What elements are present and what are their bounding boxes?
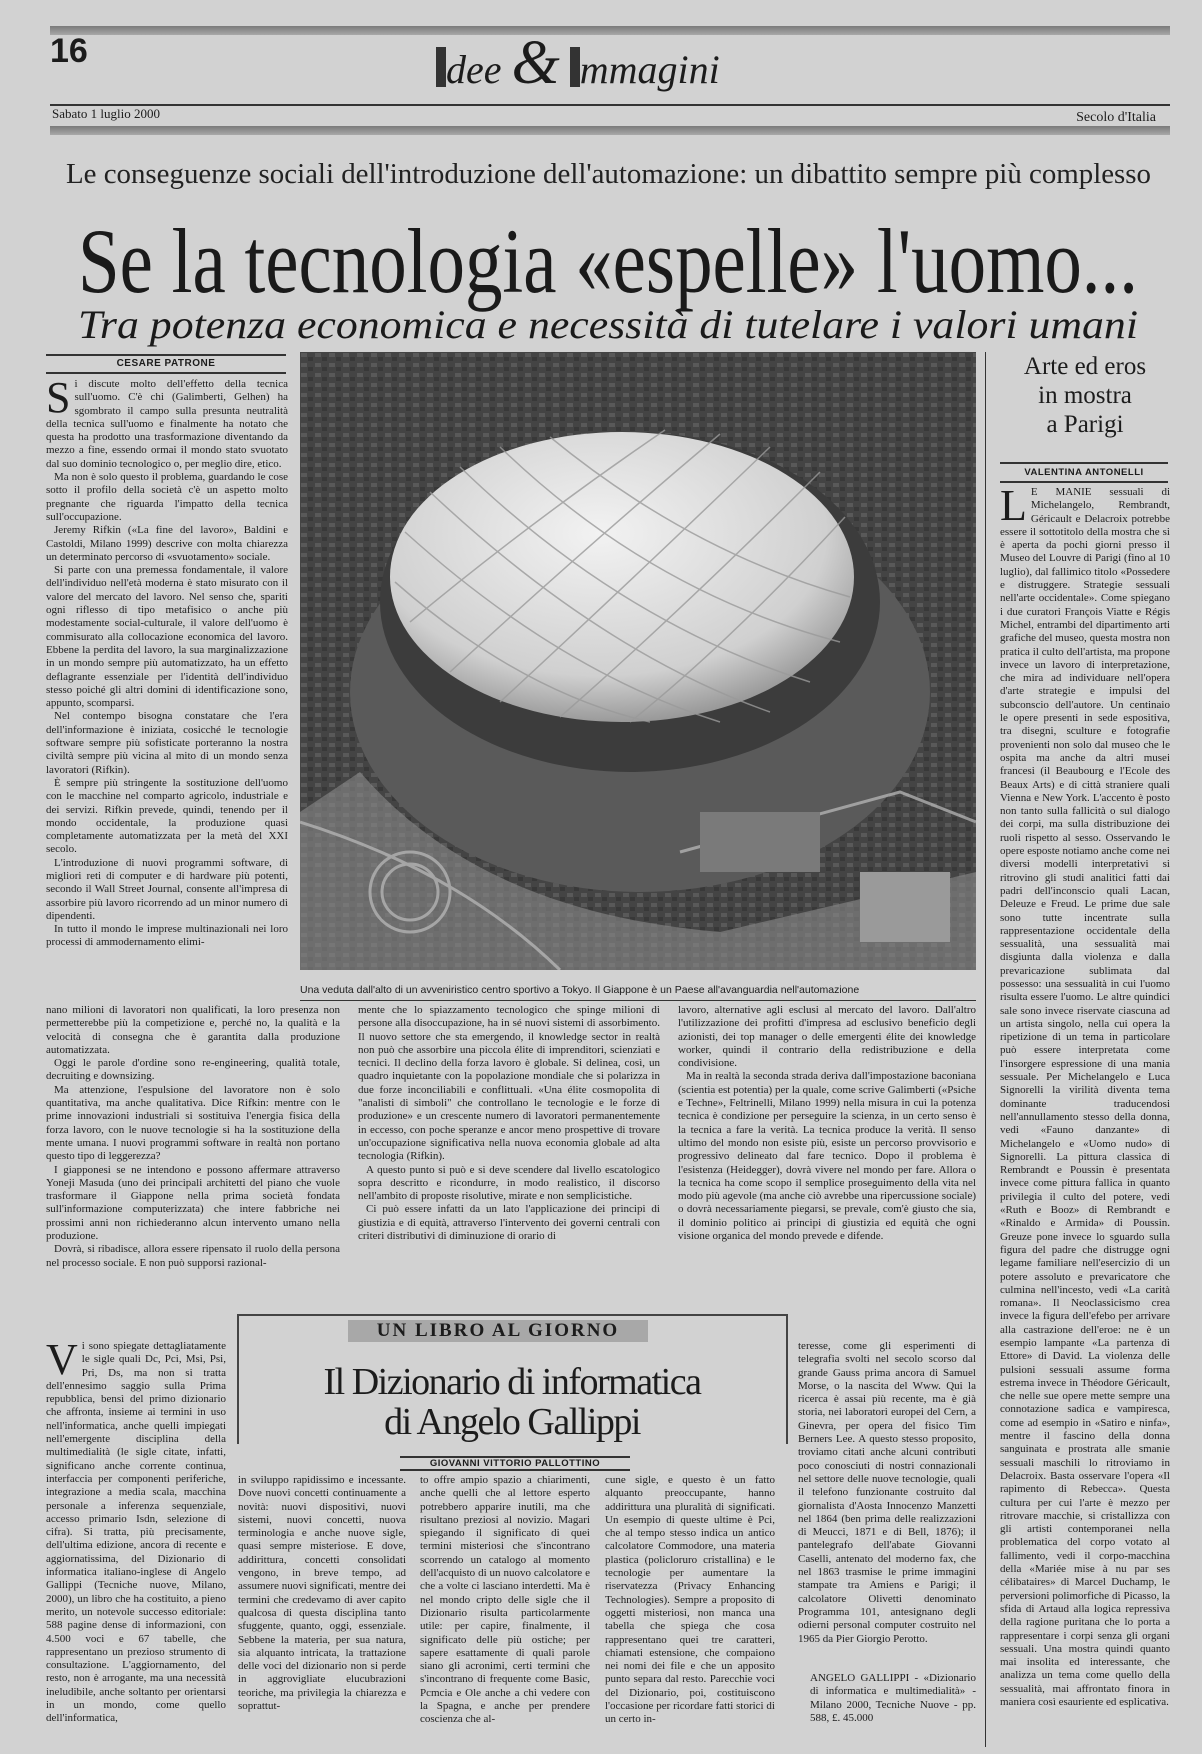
paragraph: cune sigle, e questo è un fatto alquanto preoccupante, hanno addirittura una pluralità di significati. Un esempio di queste ultime è Pci, che al tempo stesso indica un antico calcolatore Commodore, una materia plastica (policloruro cristallina) e le tecnologie per aumentare la riservatezza (Privacy Enhancing Technologies). Sempre a proposito di oggetti misteriosi, non manca una tabella che spiega che cosa rappresentano quei tre caratteri, chiamati estensione, che compaiono nei nomi dei file e che un apposito punto separa dal resto. Parecchie voci del Dizionario, poi, costituiscono l'occasione per ricordare fatti storici di un certo in- <box>605 1474 775 1726</box>
main-article-col3 <box>678 1004 976 1272</box>
main-article-col1-bottom <box>46 1004 340 1272</box>
book-title-line2: di Angelo Gallippi <box>384 1401 640 1443</box>
paragraph: Ci può essere infatti da un lato l'applicazione dei principi di giustizia e di equità, attraverso l'intervento dei governi centrali con criteri distributivi di diminuzione di orario di <box>358 1203 660 1243</box>
drop-cap: V <box>46 1340 78 1384</box>
headline: Se la tecnologia «espelle» l'uomo... <box>78 210 1138 312</box>
main-article-col1-top <box>46 378 288 978</box>
book-col3 <box>420 1474 590 1748</box>
drop-cap: S <box>46 378 71 422</box>
paragraph: Ma attenzione, l'espulsione del lavoratore non è solo quantitativa, ma anche qualitativa. Dice Rifkin: mentre con le prime innovazioni industriali si sostituiva l'energia fisica della forza lavoro, con le nuove tecnologie si ha la sostituzione della mente umana. I nuovi programmi software in realtà non portano questo tipo di leggerezza? <box>46 1083 340 1163</box>
book-author-byline: GIOVANNI VITTORIO PALLOTTINO <box>400 1456 630 1471</box>
paragraph: to offre ampio spazio a chiarimenti, anche quelli che al lettore esperto potrebbero apparire inutili, ma che risultano preziosi al novizio. Magari spiegando il significato di quei termini misteriosi che s'incontrano scorrendo un catalogo al momento dell'acquisto di un nuovo calcolatore e che a volte ci lasciano interdetti. Ma è nel mondo cripto delle sigle che il Dizionario risulta particolarmente utile: per capire, finalmente, il significato delle più ostiche; per sapere esattamente di quali parole siano gli acronimi, certi termini che s'incontrano di frequente come Basic, Pcmcia e Ole anche a chi vedere con la Spagna, e anche per prendere coscienza che al- <box>420 1474 590 1726</box>
side-headline-line3: a Parigi <box>1046 411 1124 438</box>
paragraph: A questo punto si può e si deve scendere dal livello escatologico sopra descritto e ricondurre, in modo realistico, il discorso nell'ambito di proposte risolutive, mirate e non semplicistiche. <box>358 1163 660 1203</box>
book-col1 <box>46 1340 226 1748</box>
side-headline-line2: in mostra <box>1038 382 1132 409</box>
paragraph: lavoro, alternative agli esclusi al mercato del lavoro. Dall'altro l'utilizzazione dei profitti d'impresa ad esclusivo beneficio degli azionisti, dei top manager o delle emergenti élite dei knowledge worker, quindi il contrario della redistribuzione e della condivisione. <box>678 1004 976 1070</box>
page-number: 16 <box>50 32 88 70</box>
side-headline <box>995 352 1175 439</box>
book-col5 <box>798 1340 976 1650</box>
paragraph: L'introduzione di nuovi programmi software, di migliori reti di computer e di hardware più potenti, secondo il Wall Street Journal, consente all'impresa di assorbire più lavoro ricorrendo ad un minor numero di dipendenti. <box>46 856 288 922</box>
book-title <box>240 1362 784 1442</box>
subheadline: Tra potenza economica e necessità di tutelare i valori umani <box>78 302 1138 347</box>
book-rubric: UN LIBRO AL GIORNO <box>348 1320 648 1342</box>
paragraph: teresse, come gli esperimenti di telegrafia svolti nel secolo scorso dal grande Gauss prima ancora di Samuel Morse, o la nascita del Www. Qui la ricerca è assai più recente, ma è già storia, nei laboratori europei del Cern, a Ginevra, per opera del fisico Tim Berners Lee. A questo stesso proposito, troviamo citati anche alcuni contributi poco conosciuti di nostri connazionali nel settore delle nuove tecnologie, quali il telefono funzionante costruito dal giornalista d'Aosta Innocenzo Manzetti nel 1864 (ben prima delle realizzazioni di Meucci, 1871 e di Bell, 1876); il pantelegrafo dell'abate Giovanni Caselli, antenato del moderno fax, che nel 1863 trasmise le prime immagini stampate tra Amiens e Parigi; il calcolatore Olivetti denominato Programma 101, antesignano degli odierni personal computer costruito nel 1965 da Pier Giorgio Perotto. <box>798 1340 976 1645</box>
column-divider <box>985 352 986 1747</box>
paragraph: nano milioni di lavoratori non qualificati, la loro presenza non permetterebbe più la competizione e, perché no, la qualità e la velocità di consegna che è garantita dalla produzione automatizzata. <box>46 1004 340 1056</box>
section-title-bar-i2 <box>570 47 580 87</box>
paragraph: mente che lo spiazzamento tecnologico che spinge milioni di persone alla disoccupazione, ha in sé nuovi sistemi di assorbimento. Il nuovo settore che sta emergendo, il knowledge sector in realtà non può che assorbire una piccola élite di imprenditori, scienziati e tecnici. Il declino della forza lavoro è globale. Si delinea, così, un quadro inquietante con la popolazione mondiale che si polarizza in due forze inconciliabili e conflittuali. «Una élite cosmopolita di "analisti di simboli" che controllano le tecnologie e le forze di produzione» e un crescente numero di lavoratori permanentemente in eccesso, con poche speranze e ancor meno prospettive di trovare un'occupazione significativa nella nuova economia globale ad alta tecnologia (Rifkin). <box>358 1004 660 1163</box>
book-col2 <box>238 1474 406 1748</box>
side-byline-rule-top <box>1000 462 1168 464</box>
paragraph: Nel contempo bisogna constatare che l'era dell'informazione è iniziata, cosicché le tecnologie software sempre più sofisticate porteranno la nostra civiltà sempre più vicina al mito di un mondo senza lavoratori (Rifkin). <box>46 710 288 776</box>
kicker: Le conseguenze sociali dell'introduzione dell'automazione: un dibattito sempre più complesso <box>66 158 1151 190</box>
side-author-byline: VALENTINA ANTONELLI <box>1024 467 1144 478</box>
stadium-aerial-photo <box>300 352 976 970</box>
paragraph: E MANIE sessuali di Michelangelo, Rembrandt, Géricault e Delacroix potrebbe essere il sottotitolo della mostra che si è aperta da pochi giorni presso il Museo del Louvre di Parigi (fino al 10 luglio), dal fallimico titolo «Possedere e distruggere. Strategie sessuali nell'arte occidentale». Come spiegano i due curatori François Viatte e Régis Michel, entrambi del dipartimento arti grafiche del museo, questa mostra non pratica il culto dell'artista, ma propone invece un lavoro di interpretazione, che mira ad individuare nell'opera d'arte strategie e impulsi del subconscio dell'autore. Un centinaio le opere presenti in sede espositiva, tra disegni, sculture e fotografie provenienti non solo dal museo che le ospita ma anche da altri musei francesi (il Beaubourg e l'Ecole des Beaux Arts) e di città straniere quali Vienna e New York. L'accento è posto non tanto sulla fallicità o sul dialogo dei corpi, ma sulla distribuzione dei ruoli rispetto al sesso. Osservando le opere esposte notiamo anche come nei diversi modelli interpretativi si ritrovino gli studi analitici fatti dai padri dell'inconscio quali Lacan, Deleuze e Freud. Le prime due sale sono tutte incentrate sulla rappresentazione occidentale della sessualità, una sessualità mai disgiunta dalla violenza e dalla prevaricazione sublimata dal possesso: una sessualità in cui l'uomo risulta essere l'uomo. Le altre quindici sale sono invece riservate ciascuna ad un artista singolo, nella cui opera la ripetizione di un tema in particolare può essere interpretata come l'insorgere espressione di una mania sessuale. Per Michelangelo e Luca Signorelli la virilità diventa tema dominante traducendosi nell'annullamento stesso della donna, vedi «Fauno danzante» di Michelangelo e «Uomo nudo» di Signorelli. La pittura classica di Rembrandt e Poussin è presentata invece come pittura fallica in quanto privilegia il culto del potere, vedi «Ruth e Booz» di Rembrandt e «Rinaldo e Armida» di Poussin. Greuze pone invece lo sguardo sulla figura del padre che distrugge ogni legame familiare nell'esercizio di un potere assoluto e prevaricatore che culmina nell'incesto, vedi «La carità romana». Il Neoclassicismo crea invece la figura dell'efebo per arrivare alla castrazione dell'eroe: ne è un esempio lampante «La partenza di Ettore» di David. La violenza delle pulsioni sessuali assume forma estrema invece in Théodore Géricault, che nelle sue opere mette sempre una connotazione sadica e vampiresca, come ad esempio in «Satiro e ninfa», mentre il fascino della donna sanguinata e prostrata alle smanie sessuali maschili lo ritroviamo in Delacroix. Basta osservare l'opera «Il rapimento di Rebecca». Questa cultura per cui l'arte è mezzo per ritrovare macchie, si cristallizza con gli artisti contemporanei nella problematica del corpo votato al fallimento, vedi il corpo-macchina della «Mariée mise à nu par ses célibataires» di Marcel Duchamp, le perversioni polimorfiche di Picasso, la sfida di Artaud alla logica repressiva della ragione puritana che lo porta a rappresentare i corpi senza gli organi sessuali. Una mostra quindi quanto mai insolita ed interessante, che analizza un tema come quello della sessualità, mai affrontato finora in maniera così esauriente ed esplicativa. <box>1000 486 1170 1709</box>
paragraph: È sempre più stringente la sostituzione dell'uomo con le macchine nel comparto agricolo, industriale e dei servizi. Rifkin prevede, quindi, tenendo per il mondo occidentale, la produzione quasi completamente automatizzata per la metà del XXI secolo. <box>46 776 288 856</box>
paragraph: I giapponesi se ne intendono e possono affermare attraverso Yoneji Masuda (uno dei principali architetti del piano che vuole trasformare il Giappone nella prima società fondata sull'informazione computerizzata) che intere fabbriche nei prossimi anni non richiederanno alcun intervento umano nella produzione. <box>46 1163 340 1243</box>
byline-rule-top <box>46 354 286 356</box>
side-byline-rule-bottom <box>1000 481 1168 483</box>
paragraph: Dovrà, si ribadisce, allora essere ripensato il ruolo della persona nel processo sociale. E non può supporsi razional- <box>46 1243 340 1269</box>
book-col4 <box>605 1474 775 1748</box>
book-title-line1: Il Dizionario di informatica <box>323 1361 701 1403</box>
paragraph: In tutto il mondo le imprese multinazionali nei loro processi di ammodernamento elimi- <box>46 923 288 949</box>
issue-date: Sabato 1 luglio 2000 <box>52 106 160 121</box>
section-title-part1: dee <box>446 47 502 92</box>
paragraph: Oggi le parole d'ordine sono re-engineering, qualità totale, decruiting e downsizing. <box>46 1057 340 1083</box>
paragraph: in sviluppo rapidissimo e incessante. Dove nuovi concetti continuamente a novità: nuovi dispositivi, nuovi sistemi, nuovi concetti, nuova terminologia e anche nuove sigle, quasi sempre misteriose. E dove, addirittura, concetti consolidati vengono, in breve tempo, ad assumere nuovi significati, mentre dei termini che credevamo di aver capito qualcosa di questa disciplina tanto sfuggente, quanto, oggi, essenziale. Sebbene la materia, per sua natura, sia alquanto intricata, la trattazione delle voci del dizionario non si perde in aggrovigliate elucubrazioni teoriche, ma privilegia la chiarezza e soprattut- <box>238 1474 406 1713</box>
caption-rule <box>300 1000 976 1001</box>
section-title-bar-i <box>436 47 446 87</box>
main-article-col2 <box>358 1004 660 1272</box>
side-headline-line1: Arte ed eros <box>1023 353 1147 380</box>
paragraph: i discute molto dell'effetto della tecnica sull'uomo. C'è chi (Galimberti, Gelhen) ha sgombrato il campo sulla presunta neutralità della tecnica sull'uomo e finalmente ha notato che questa ha prodotto una trasformazione diventando da mezzo a fine, essendo ormai il mondo stato svuotato dal suo dominio tecnologico o, per meglio dire, etico. <box>46 378 288 470</box>
masthead-bottom-bar <box>50 126 1170 135</box>
section-title-part2: mmagini <box>579 47 720 92</box>
paragraph: Jeremy Rifkin («La fine del lavoro», Baldini e Castoldi, Milano 1999) descrive con molta chiarezza un determinato percorso di «svuotamento» sociale. <box>46 524 288 563</box>
paragraph: i sono spiegate dettagliatamente le sigle quali Dc, Pci, Msi, Psi, Pri, Ds, ma non si tratta dell'ennesimo saggio sulla Prima repubblica, bensì del primo dizionario che affronta, insieme ai termini in uso nell'informatica, anche quelli impiegati nell'emergente disciplina della multimedialità (le sigle citate, infatti, significano anche corrente continua, interfaccia per componenti periferiche, integrazione a media scala, macchina personale a inferenza sequenziale, accesso primario Isdn, selezione di cifra). Si tratta, più precisamente, dell'ultima edizione, ancora di recente e aggiornatissima, del Dizionario di informatica italiano-inglese di Angelo Gallippi (Tecniche nuove, Milano, 2000), un libro che ha costituito, a pieno merito, un notevole successo editoriale: 588 pagine dense di informazioni, con 4.500 voci e 67 tabelle, che rappresentano un prezioso strumento di consultazione. L'aggiornamento, del resto, non è arrogante, ma una necessità ineludibile, anche soltanto per orientarsi in un mondo, come quello dell'informatica, <box>46 1340 226 1725</box>
author-byline: CESARE PATRONE <box>116 358 216 369</box>
paragraph: Ma non è solo questo il problema, guardando le cose sotto il profilo della società c'è un aspetto molto pregnante che riguarda l'impatto della tecnica sull'occupazione. <box>46 471 288 523</box>
side-article-body <box>1000 486 1170 1748</box>
book-info: ANGELO GALLIPPI - «Dizionario di informatica e multimedialità» - Milano 2000, Tecniche Nuove - pp. 588, £. 45.000 <box>810 1672 976 1724</box>
photo-caption: Una veduta dall'alto di un avveniristico centro sportivo a Tokyo. Il Giappone è un Paese all'avanguardia nell'automazione <box>300 984 860 996</box>
paragraph: Ma in realtà la seconda strada deriva dall'impostazione baconiana (scientia est potentia) per la quale, come scrive Galimberti («Psiche e Techne», Feltrinelli, Milano 1999) nella misura in cui la potenza tecnica è condizione per perseguire la scienza, in un certo senso è la tecnica a fare la verità. La tecnica produce la verità. Il senso ultimo del mondo non esiste più, esiste un percorso provvisorio e progressivo delineato dal fare tecnico. Dopo il problema è l'esistenza (Heidegger), dovrà vivere nel mondo per fare. Allora o la tecnica ha come scopo il semplice proseguimento della vita nel modo più agevole (ma anche ciò avrebbe una ripercussione sociale) o dovrà necessariamente piegarsi, se prevale, com'è giusto che sia, il dominio politico ai principi di giustizia ed equità che ogni visione organica del mondo prevede e difende. <box>678 1070 976 1243</box>
byline-rule-bottom <box>46 372 286 374</box>
drop-cap: L <box>1000 486 1027 530</box>
paragraph: Si parte con una premessa fondamentale, il valore dell'individuo nell'età moderna è stato misurato con il valore del mercato del lavoro. Nel senso che, spariti ogni riflesso di tipo metafisico o anche più modestamente social-culturale, il valore dell'uomo è commisurato alla collocazione economica del lavoro. Ebbene la perdita del lavoro, la sua marginalizzazione in un mondo sempre più automatizzato, ha un effetto deflagrante essenziale per l'identità dell'individuo stesso poiché gli altri domini di identificazione sono, appunto, scomparsi. <box>46 564 288 710</box>
masthead-rule <box>50 104 1170 106</box>
newspaper-name: Secolo d'Italia <box>1076 110 1156 125</box>
section-title <box>436 28 720 103</box>
section-ampersand: & <box>511 29 560 97</box>
headlines <box>60 150 1160 350</box>
